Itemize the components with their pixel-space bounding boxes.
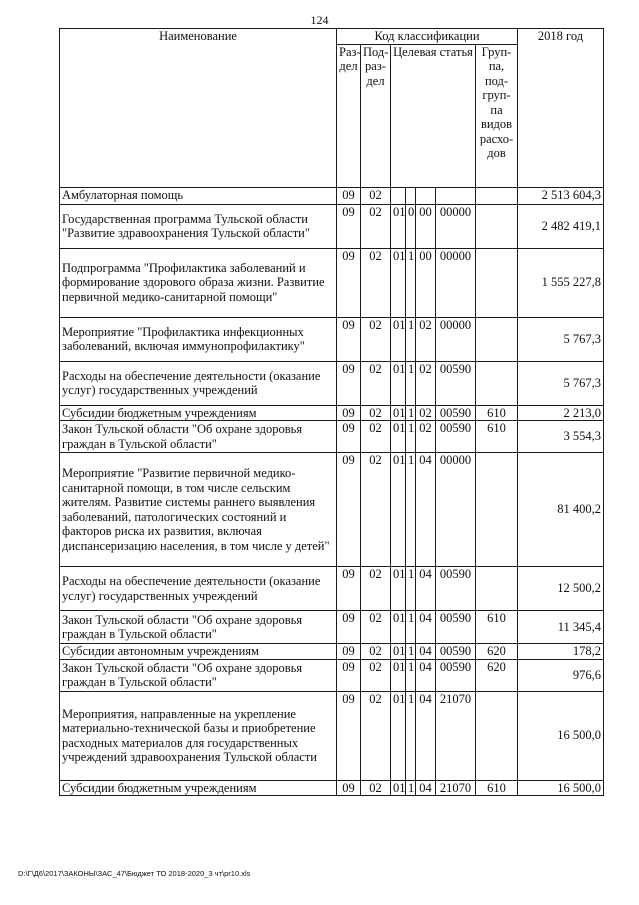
expense-type-cell	[476, 317, 518, 361]
row-name-cell: Субсидии бюджетным учреждениям	[60, 405, 337, 421]
subsection-cell: 02	[361, 204, 391, 248]
subsection-cell: 02	[361, 421, 391, 453]
target-program-cell: 01	[391, 204, 406, 248]
target-direction-cell: 00590	[436, 611, 476, 644]
target-event-cell: 00	[416, 204, 436, 248]
target-event-cell: 04	[416, 644, 436, 660]
target-program-cell: 01	[391, 644, 406, 660]
target-event-cell: 02	[416, 361, 436, 405]
header-target-article: Целевая статья	[391, 44, 476, 187]
target-direction-cell: 00590	[436, 644, 476, 660]
target-program-cell: 01	[391, 453, 406, 567]
row-name-cell: Мероприятия, направленные на укрепление материально-технической базы и приобретение расходных материалов для государственных учреждений здравоохранения Тульской области	[60, 691, 337, 780]
subsection-cell: 02	[361, 187, 391, 204]
target-subprogram-cell: 1	[406, 317, 416, 361]
amount-cell: 12 500,2	[518, 567, 604, 611]
amount-cell: 178,2	[518, 644, 604, 660]
section-cell: 09	[337, 361, 361, 405]
target-direction-cell: 00590	[436, 361, 476, 405]
file-path-footer: D:\Г\Д6\2017\ЗАКОНЫ\ЗАС_47\Бюджет ТО 2018-2020_3 чт\pr10.xls	[18, 869, 251, 878]
table-row	[60, 659, 604, 691]
section-cell: 09	[337, 644, 361, 660]
row-name-cell: Закон Тульской области "Об охране здоровья граждан в Тульской области"	[60, 659, 337, 691]
table-row	[60, 567, 604, 611]
target-event-cell	[416, 187, 436, 204]
target-event-cell: 00	[416, 248, 436, 317]
target-direction-cell	[436, 187, 476, 204]
row-name-cell: Закон Тульской области "Об охране здоровья граждан в Тульской области"	[60, 611, 337, 644]
target-direction-cell: 00590	[436, 421, 476, 453]
table-row	[60, 317, 604, 361]
page-number: 124	[310, 13, 329, 27]
expense-type-cell	[476, 248, 518, 317]
expense-type-cell	[476, 691, 518, 780]
subsection-cell: 02	[361, 361, 391, 405]
target-event-cell: 04	[416, 780, 436, 796]
target-program-cell: 01	[391, 611, 406, 644]
expense-type-cell	[476, 204, 518, 248]
target-program-cell: 01	[391, 567, 406, 611]
target-direction-cell: 00590	[436, 659, 476, 691]
expense-type-cell	[476, 361, 518, 405]
row-name-cell: Субсидии автономным учреждениям	[60, 644, 337, 660]
subsection-cell: 02	[361, 611, 391, 644]
row-name-cell: Расходы на обеспечение деятельности (оказание услуг) государственных учреждений	[60, 567, 337, 611]
section-cell: 09	[337, 611, 361, 644]
target-subprogram-cell: 1	[406, 644, 416, 660]
target-program-cell: 01	[391, 780, 406, 796]
target-subprogram-cell: 1	[406, 611, 416, 644]
expense-type-cell: 610	[476, 780, 518, 796]
amount-cell: 2 213,0	[518, 405, 604, 421]
expense-type-cell	[476, 187, 518, 204]
target-program-cell: 01	[391, 361, 406, 405]
table-row	[60, 405, 604, 421]
amount-cell: 2 482 419,1	[518, 204, 604, 248]
target-program-cell: 01	[391, 405, 406, 421]
section-cell: 09	[337, 567, 361, 611]
target-program-cell: 01	[391, 421, 406, 453]
target-subprogram-cell	[406, 187, 416, 204]
amount-cell: 5 767,3	[518, 317, 604, 361]
amount-cell: 11 345,4	[518, 611, 604, 644]
subsection-cell: 02	[361, 659, 391, 691]
subsection-cell: 02	[361, 644, 391, 660]
expense-type-cell: 610	[476, 421, 518, 453]
table-row	[60, 187, 604, 204]
target-subprogram-cell: 1	[406, 421, 416, 453]
section-cell: 09	[337, 421, 361, 453]
expense-type-cell: 620	[476, 644, 518, 660]
amount-cell: 16 500,0	[518, 780, 604, 796]
header-classification-code: Код классификации	[337, 29, 518, 45]
target-subprogram-cell: 1	[406, 361, 416, 405]
header-subsection: Под- раз- дел	[361, 44, 391, 187]
subsection-cell: 02	[361, 691, 391, 780]
section-cell: 09	[337, 453, 361, 567]
row-name-cell: Мероприятие "Профилактика инфекционных заболеваний, включая иммунопрофилактику"	[60, 317, 337, 361]
target-direction-cell: 00000	[436, 204, 476, 248]
target-program-cell: 01	[391, 691, 406, 780]
row-name-cell: Государственная программа Тульской области "Развитие здравоохранения Тульской области"	[60, 204, 337, 248]
amount-cell: 81 400,2	[518, 453, 604, 567]
table-row	[60, 780, 604, 796]
subsection-cell: 02	[361, 453, 391, 567]
expense-type-cell: 610	[476, 405, 518, 421]
section-cell: 09	[337, 248, 361, 317]
amount-cell: 2 513 604,3	[518, 187, 604, 204]
row-name-cell: Расходы на обеспечение деятельности (оказание услуг) государственных учреждений	[60, 361, 337, 405]
table-row	[60, 204, 604, 248]
header-year: 2018 год	[518, 29, 604, 188]
expense-type-cell	[476, 453, 518, 567]
header-expense-group: Груп- па, под- груп- па видов расхо- дов	[476, 44, 518, 187]
target-direction-cell: 00000	[436, 317, 476, 361]
target-event-cell: 02	[416, 317, 436, 361]
section-cell: 09	[337, 317, 361, 361]
target-subprogram-cell: 0	[406, 204, 416, 248]
section-cell: 09	[337, 780, 361, 796]
section-cell: 09	[337, 405, 361, 421]
target-direction-cell: 00590	[436, 567, 476, 611]
target-subprogram-cell: 1	[406, 691, 416, 780]
target-event-cell: 04	[416, 691, 436, 780]
section-cell: 09	[337, 204, 361, 248]
target-event-cell: 04	[416, 453, 436, 567]
subsection-cell: 02	[361, 567, 391, 611]
target-program-cell: 01	[391, 659, 406, 691]
table-row	[60, 421, 604, 453]
target-program-cell	[391, 187, 406, 204]
section-cell: 09	[337, 691, 361, 780]
expense-type-cell	[476, 567, 518, 611]
table-row	[60, 611, 604, 644]
section-cell: 09	[337, 659, 361, 691]
row-name-cell: Мероприятие "Развитие первичной медико-санитарной помощи, в том числе сельским жителям. Развитие системы раннего выявления заболеваний, патологических состояний и факторов риска их развития, включая диспансеризацию населения, в том числе у детей"	[60, 453, 337, 567]
row-name-cell: Подпрограмма "Профилактика заболеваний и формирование здорового образа жизни. Развитие первичной медико-санитарной помощи"	[60, 248, 337, 317]
expense-type-cell: 620	[476, 659, 518, 691]
target-event-cell: 04	[416, 611, 436, 644]
row-name-cell: Амбулаторная помощь	[60, 187, 337, 204]
subsection-cell: 02	[361, 317, 391, 361]
target-direction-cell: 00590	[436, 405, 476, 421]
target-subprogram-cell: 1	[406, 780, 416, 796]
target-direction-cell: 00000	[436, 248, 476, 317]
target-subprogram-cell: 1	[406, 659, 416, 691]
target-event-cell: 02	[416, 421, 436, 453]
target-direction-cell: 21070	[436, 691, 476, 780]
expense-type-cell: 610	[476, 611, 518, 644]
budget-table	[59, 28, 604, 796]
table-row	[60, 248, 604, 317]
amount-cell: 3 554,3	[518, 421, 604, 453]
amount-cell: 1 555 227,8	[518, 248, 604, 317]
table-body	[60, 187, 604, 796]
target-subprogram-cell: 1	[406, 567, 416, 611]
amount-cell: 976,6	[518, 659, 604, 691]
table-row	[60, 453, 604, 567]
target-event-cell: 04	[416, 567, 436, 611]
target-program-cell: 01	[391, 248, 406, 317]
subsection-cell: 02	[361, 780, 391, 796]
target-subprogram-cell: 1	[406, 248, 416, 317]
header-section: Раз- дел	[337, 44, 361, 187]
target-program-cell: 01	[391, 317, 406, 361]
target-direction-cell: 00000	[436, 453, 476, 567]
table-row	[60, 644, 604, 660]
row-name-cell: Закон Тульской области "Об охране здоровья граждан в Тульской области"	[60, 421, 337, 453]
target-event-cell: 04	[416, 659, 436, 691]
amount-cell: 16 500,0	[518, 691, 604, 780]
table-row	[60, 361, 604, 405]
table-header	[60, 29, 604, 188]
amount-cell: 5 767,3	[518, 361, 604, 405]
section-cell: 09	[337, 187, 361, 204]
subsection-cell: 02	[361, 248, 391, 317]
target-subprogram-cell: 1	[406, 405, 416, 421]
header-name: Наименование	[60, 29, 337, 188]
target-direction-cell: 21070	[436, 780, 476, 796]
row-name-cell: Субсидии бюджетным учреждениям	[60, 780, 337, 796]
target-event-cell: 02	[416, 405, 436, 421]
table-row	[60, 691, 604, 780]
target-subprogram-cell: 1	[406, 453, 416, 567]
subsection-cell: 02	[361, 405, 391, 421]
